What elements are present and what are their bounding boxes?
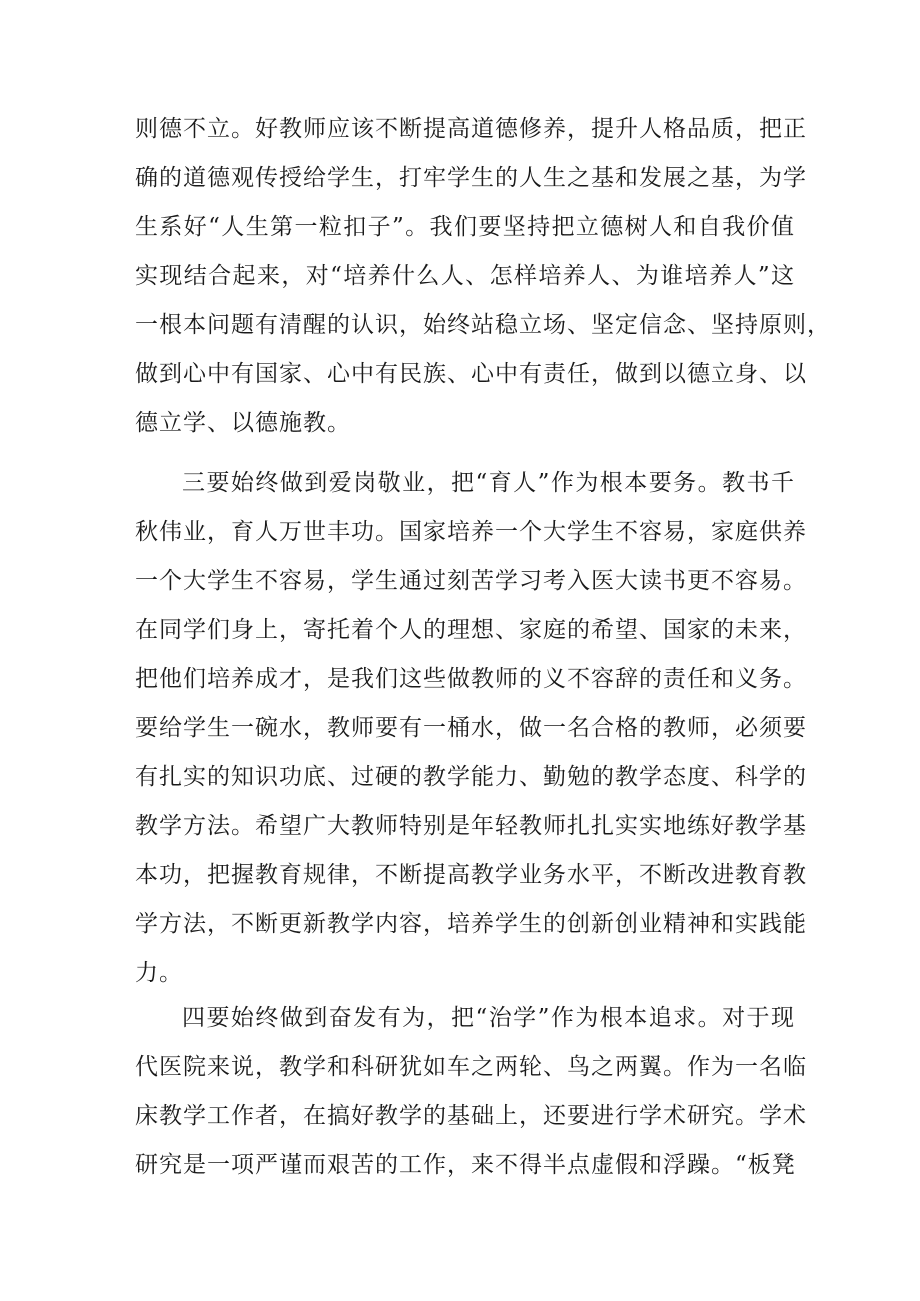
text-line: 床教学工作者，在搞好教学的基础上，还要进行学术研究。学术 xyxy=(135,1103,807,1129)
text-line: 一根本问题有清醒的认识，始终站稳立场、坚定信念、坚持原则， xyxy=(135,312,831,338)
text-line: 确的道德观传授给学生，打牢学生的人生之基和发展之基，为学 xyxy=(135,165,807,191)
text-line: 实现结合起来，对“培养什么人、怎样培养人、为谁培养人”这 xyxy=(135,263,795,289)
text-line: 本功，把握教育规律，不断提高教学业务水平，不断改进教育教 xyxy=(135,862,807,888)
text-line: 三要始终做到爱岗敬业，把“育人”作为根本要务。教书千 xyxy=(182,470,795,496)
paragraph-moral-cultivation xyxy=(135,105,831,448)
text-line: 四要始终做到奋发有为，把“治学”作为根本追求。对于现 xyxy=(182,1005,795,1031)
text-line: 力。 xyxy=(135,960,183,986)
text-line: 教学方法。希望广大教师特别是年轻教师扎扎实实地练好教学基 xyxy=(135,813,807,839)
paragraph-scholarship xyxy=(135,994,807,1190)
text-line: 有扎实的知识功底、过硬的教学能力、勤勉的教学态度、科学的 xyxy=(135,764,807,790)
text-line: 在同学们身上，寄托着个人的理想、家庭的希望、国家的未来， xyxy=(135,617,807,643)
text-line: 生系好“人生第一粒扣子”。我们要坚持把立德树人和自我价值 xyxy=(135,214,795,240)
text-line: 学方法，不断更新教学内容，培养学生的创新创业精神和实践能 xyxy=(135,911,807,937)
text-line: 秋伟业，育人万世丰功。国家培养一个大学生不容易，家庭供养 xyxy=(135,519,807,545)
text-line: 要给学生一碗水，教师要有一桶水，做一名合格的教师，必须要 xyxy=(135,715,807,741)
text-line: 把他们培养成才，是我们这些做教师的义不容辞的责任和义务。 xyxy=(135,666,807,692)
paragraph-dedication-to-teaching xyxy=(135,459,807,998)
text-line: 做到心中有国家、心中有民族、心中有责任，做到以德立身、以 xyxy=(135,361,807,387)
text-line: 德立学、以德施教。 xyxy=(135,410,351,436)
text-line: 则德不立。好教师应该不断提高道德修养，提升人格品质，把正 xyxy=(135,116,807,142)
text-line: 一个大学生不容易，学生通过刻苦学习考入医大读书更不容易。 xyxy=(135,568,807,594)
text-line: 代医院来说，教学和科研犹如车之两轮、鸟之两翼。作为一名临 xyxy=(135,1054,807,1080)
text-line: 研究是一项严谨而艰苦的工作，来不得半点虚假和浮躁。“板凳 xyxy=(135,1152,796,1178)
